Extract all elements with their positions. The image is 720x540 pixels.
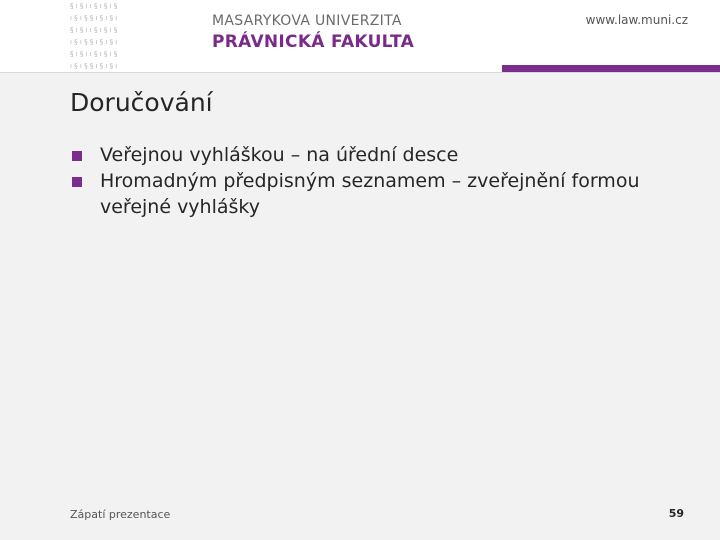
bullet-text: Hromadným předpisným seznamem – zveřejnění formou veřejné vyhlášky xyxy=(100,170,640,218)
bullet-item xyxy=(70,168,670,220)
bullet-item xyxy=(70,142,670,168)
svg-text:ı § ı § § ı § ı § ı: ı § ı § § ı § ı § ı xyxy=(70,62,118,70)
slide-header xyxy=(0,0,720,72)
svg-text:ı § ı § § ı § ı § ı: ı § ı § § ı § ı § ı xyxy=(70,14,118,22)
footer-text: Zápatí prezentace xyxy=(70,508,171,521)
website-url: www.law.muni.cz xyxy=(585,13,688,27)
faculty-name: PRÁVNICKÁ FAKULTA xyxy=(212,32,415,52)
svg-text:§ ı § ı ı § ı § ı §: § ı § ı ı § ı § ı § xyxy=(70,50,118,58)
faculty-logo-icon xyxy=(68,0,180,70)
slide-title: Doručování xyxy=(70,88,213,117)
bullet-list xyxy=(70,142,670,220)
svg-text:ı § ı § § ı § ı § ı: ı § ı § § ı § ı § ı xyxy=(70,38,118,46)
page-number: 59 xyxy=(668,507,684,520)
square-bullet-icon xyxy=(72,177,82,187)
square-bullet-icon xyxy=(72,151,82,161)
bullet-text: Veřejnou vyhláškou – na úřední desce xyxy=(100,144,459,166)
svg-text:§ ı § ı ı § ı § ı §: § ı § ı ı § ı § ı § xyxy=(70,26,118,34)
university-name: MASARYKOVA UNIVERZITA xyxy=(212,13,402,29)
header-divider xyxy=(0,72,720,73)
svg-text:§ ı § ı ı § ı § ı §: § ı § ı ı § ı § ı § xyxy=(70,2,118,10)
